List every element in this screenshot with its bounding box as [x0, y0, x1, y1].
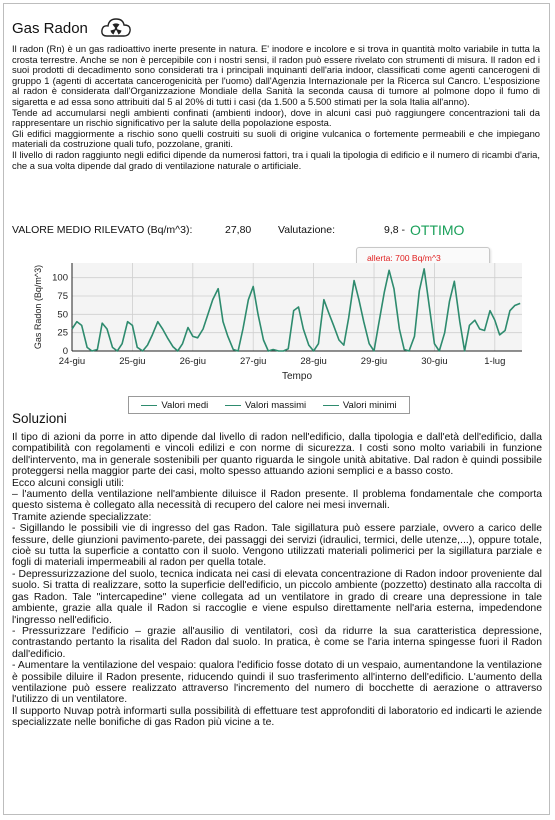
solutions-paragraph: Ecco alcuni consigli utili: — [12, 477, 125, 489]
solutions-paragraph: - Sigillando le possibili vie di ingresso del gas Radon. Tale sigillatura può essere parziale, ovvero a carico delle fessure, delle giunzioni pavimento-parete, dei passaggi dei servizi (idraulici, termici, delle utenze,...), oppure totale, cioè su tutta la superficie a contatto con il suolo. Vengono utilizzati materiali polimerici per la sigillatura parziale e fogli di materiali impermeabili al radon per quella totale. — [12, 523, 542, 569]
intro-paragraph: Il radon (Rn) è un gas radioattivo inerte presente in natura. E' inodore e incolore e si trova in quantità molto variabile in tutta la crosta terrestre. Anche se non è percepibile con i nostri sensi, il radon può essere rivelato con strumenti di misura. Il radon ed i suoi prodotti di decadimento sono considerati tra i principali inquinanti dell'aria indoor, classificati come agenti cancerogeni di gruppo 1 (agenti di accertata cancerogenicità per l'uomo) dall'Agenzia Internazionale per la Ricerca sul Cancro. L'esposizione al radon è considerata dall'Organizzazione Mondiale della Sanità la seconda causa di tumore al polmone dopo il fumo di sigaretta e ad essa sono attribuiti dal 5 al 20% di tutti i casi (da 1.500 a 5.500 stimati per la sola Italia all'anno). — [12, 43, 540, 107]
x-tick-label: 25-giu — [119, 356, 146, 367]
solutions-paragraph: Tramite aziende specializzate: — [12, 511, 152, 523]
x-tick-label: 26-giu — [179, 356, 207, 367]
radon-line-chart — [30, 255, 535, 395]
y-axis-label: Gas Radon (Bq/m^3) — [33, 264, 43, 350]
x-axis-ticks — [59, 356, 506, 367]
y-axis-ticks — [52, 273, 68, 357]
legend-item-massimi[interactable] — [225, 400, 306, 411]
y-tick-label: 75 — [57, 291, 68, 302]
plot-background — [72, 263, 522, 351]
legend-item-minimi[interactable] — [323, 400, 397, 411]
header — [12, 14, 132, 42]
rating-text: OTTIMO — [410, 222, 465, 238]
legend-swatch — [225, 405, 241, 406]
legend-label: Valori medi — [161, 399, 209, 411]
intro-text — [12, 44, 540, 171]
rating-label: Valutazione: — [278, 224, 336, 236]
solutions-paragraph: - Depressurizzazione del suolo, tecnica indicata nei casi di elevata concentrazione di Radon indoor proveniente dal suolo. Si tratta di realizzare, sotto la superficie dell'edificio, un piccolo ambiente (pozzetto) destinato alla raccolta di gas Radon. Tale "intercapedine" viene collegata ad un ventilatore in grado di creare una depressione in tale ambiente, grazie alla quale il Radon si raccoglie e viene espulso direttamente nell'aria esterna, impedendone l'ingresso nell'edificio. — [12, 568, 542, 626]
x-tick-label: 28-giu — [300, 356, 327, 367]
page-title: Gas Radon — [12, 19, 88, 37]
solutions-title: Soluzioni — [12, 411, 67, 426]
solutions-paragraph: Il tipo di azioni da porre in atto dipende dal livello di radon nell'edificio, dalla tipologia e dall'età dell'edificio, dalla compatibilità con regolamenti e vincoli edilizi e con norme di sicurezza. I costi sono molto variabili in funzione dell'intervento, ma in generale sostenibili per quanto riguarda le singole unità abitative. Dal radon è quindi possibile proteggersi nella maggior parte dei casi, molto spesso attuando azioni semplici e a basso costo. — [12, 432, 542, 478]
intro-paragraph: Tende ad accumularsi negli ambienti confinati (ambienti indoor), dove in alcuni casi può raggiungere concentrazioni tali da rappresentare un rischio significativo per la salute della popolazione esposta. — [12, 106, 540, 129]
y-tick-label: 50 — [57, 309, 68, 321]
legend-swatch — [141, 405, 157, 406]
measurement-value: 27,80 — [225, 224, 252, 236]
y-tick-label: 25 — [57, 327, 68, 339]
chart-grid — [72, 263, 522, 351]
intro-paragraph: Il livello di radon raggiunto negli edifici dipende da numerosi fattori, tra i quali la tipologia di edificio e il numero di ricambi d'aria, che a sua volta dipende dal grado di ventilazione naturale o artificiale. — [12, 148, 540, 171]
x-tick-label: 30-giu — [421, 356, 448, 367]
solutions-text — [12, 432, 542, 729]
x-tick-label: 24-giu — [58, 356, 86, 367]
legend-swatch — [323, 405, 339, 406]
measurement-label: VALORE MEDIO RILEVATO (Bq/m^3): — [12, 224, 193, 236]
x-axis-label: Tempo — [281, 371, 313, 382]
intro-paragraph: Gli edifici maggiormente a rischio sono quelli costruiti su suoli di origine vulcanica o fortemente permeabili e che impiegano materiali da costruzione quali tufo, pozzolane, graniti. — [12, 127, 540, 150]
solutions-paragraph: - Pressurizzare l'edificio – grazie all'ausilio di ventilatori, così da ridurre la sua caratteristica depressione, contrastando pertanto la risalita del Radon dal suolo. In pratica, è come se l'aria interna spingesse fuori il Radon dall'edificio. — [12, 625, 542, 660]
solutions-paragraph: – l'aumento della ventilazione nell'ambiente diluisce il Radon presente. Il problema fondamentale che comporta questo sistema è collegato alla necessità di recupero del calore nei mesi invernali. — [12, 489, 542, 512]
chart-legend — [128, 396, 410, 414]
x-tick-label: 1-lug — [484, 356, 506, 367]
alert-threshold: allerta: 700 Bq/m^3 — [367, 253, 441, 263]
y-tick-label: 100 — [52, 272, 68, 284]
solutions-paragraph: - Aumentare la ventilazione del vespaio: qualora l'edificio fosse dotato di un vespaio, aumentandone la ventilazione è possibile diluire il Radon presente, riducendo quindi il suo trasferimento all'interno dell'edificio. L'aumento della ventilazione può essere realizzato attraverso l'incremento del numero di bocchette di aerazione o attraverso l'utilizzo di un ventilatore. — [12, 660, 542, 706]
radiation-cloud-icon — [100, 16, 132, 40]
legend-label: Valori massimi — [245, 399, 307, 411]
legend-item-medi[interactable] — [141, 400, 208, 411]
measurement-row — [12, 224, 540, 240]
solutions-paragraph: Il supporto Nuvap potrà informarti sulla possibilità di effettuare test approfonditi di laboratorio ed indicarti le aziende specializzate nelle bonifiche di gas Radon più vicine a te. — [12, 705, 542, 729]
rating-value: 9,8 - — [384, 224, 406, 236]
x-tick-label: 27-giu — [239, 356, 267, 367]
x-tick-label: 29-giu — [360, 356, 388, 367]
legend-label: Valori minimi — [342, 399, 397, 411]
y-tick-label: 0 — [62, 346, 68, 357]
